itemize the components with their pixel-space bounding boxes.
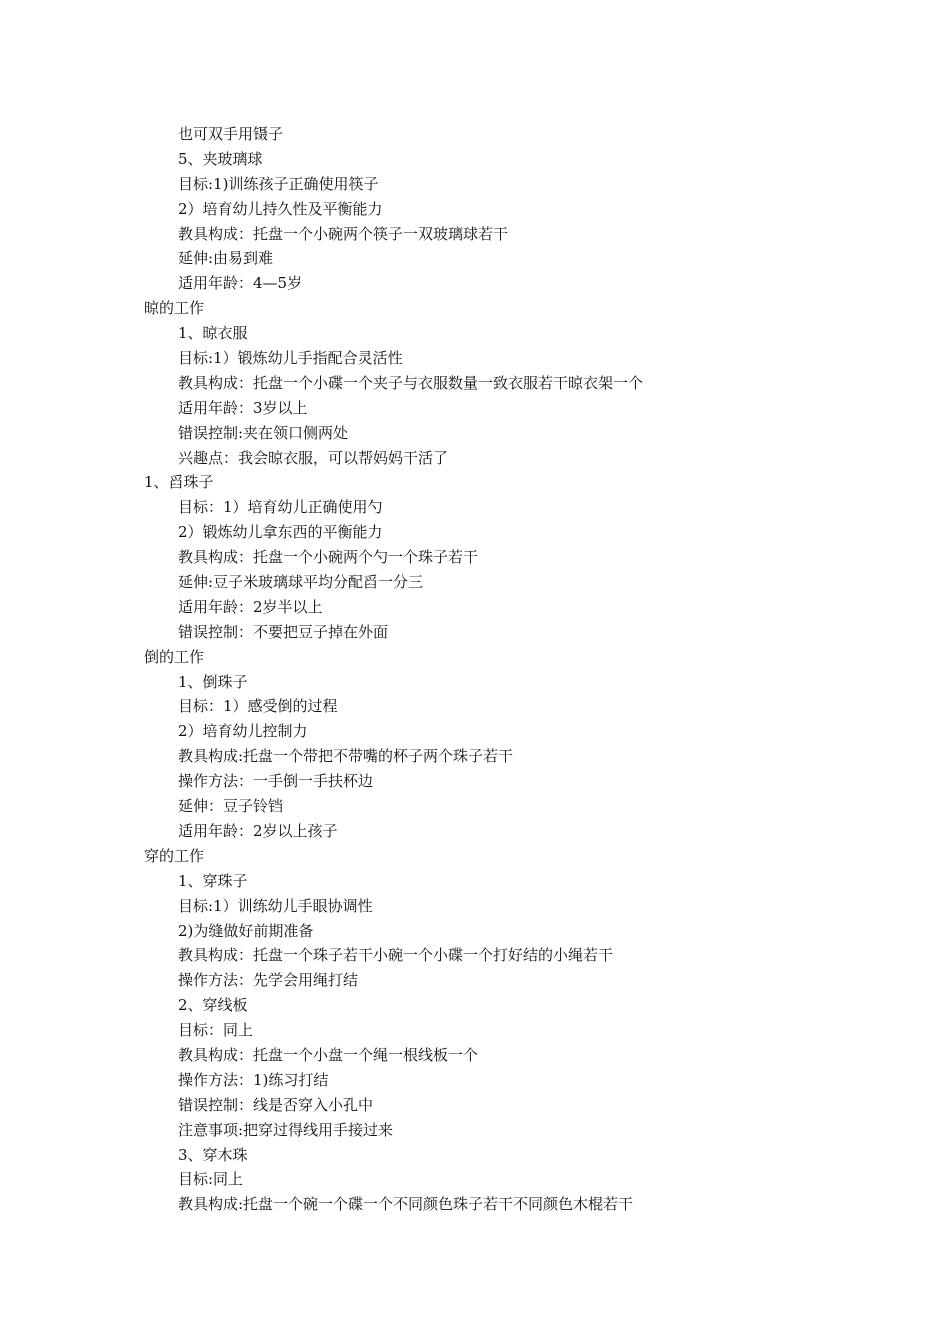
text-line: 错误控制:夹在领口侧两处 [178,423,349,442]
text-line: 适用年龄：2岁以上孩子 [178,821,338,840]
text-line: 延伸:豆子米玻璃球平均分配舀一分三 [178,573,424,592]
text-line: 延伸:由易到难 [178,249,274,268]
text-line: 2）培育幼儿持久性及平衡能力 [178,199,383,218]
text-line: 教具构成：托盘一个小盘一个绳一根线板一个 [178,1045,479,1064]
text-line: 操作方法：先学会用绳打结 [178,971,359,990]
document-body [0,122,950,1217]
text-line: 适用年龄：2岁半以上 [178,597,323,616]
text-line: 2）培育幼儿控制力 [178,722,308,741]
text-line: 教具构成：托盘一个小碟一个夹子与衣服数量一致衣服若干晾衣架一个 [178,373,644,392]
text-line: 目标:1）训练幼儿手眼协调性 [178,896,373,915]
text-line: 目标:同上 [178,1170,244,1189]
text-line: 5、夹玻璃球 [178,149,263,168]
text-line: 延伸：豆子铃铛 [178,797,284,816]
text-line: 教具构成:托盘一个带把不带嘴的杯子两个珠子若干 [178,747,514,766]
text-line: 注意事项:把穿过得线用手接过来 [178,1120,394,1139]
text-line: 1、倒珠子 [178,672,248,691]
text-line: 目标:1)训练孩子正确使用筷子 [178,174,379,193]
text-line: 目标：1）培育幼儿正确使用勺 [178,498,383,517]
section-heading: 穿的工作 [144,846,205,865]
text-line: 也可双手用镊子 [178,125,284,143]
text-line: 教具构成：托盘一个小碗两个勺一个珠子若干 [178,548,479,567]
text-line: 错误控制：不要把豆子掉在外面 [178,622,389,641]
text-line: 错误控制：线是否穿入小孔中 [178,1095,374,1114]
section-heading: 晾的工作 [144,299,205,318]
text-line: 3、穿木珠 [178,1145,248,1164]
text-line: 兴趣点：我会晾衣服，可以帮妈妈干活了 [178,448,449,467]
text-line: 2）锻炼幼儿拿东西的平衡能力 [178,523,383,542]
text-line: 教具构成：托盘一个小碗两个筷子一双玻璃球若干 [178,224,509,243]
text-line: 教具构成:托盘一个碗一个碟一个不同颜色珠子若干不同颜色木棍若干 [178,1195,634,1214]
text-line: 教具构成：托盘一个珠子若干小碗一个小碟一个打好结的小绳若干 [178,946,614,965]
text-line: 目标：同上 [178,1021,254,1040]
text-line: 2、穿线板 [178,996,248,1015]
text-line: 1、晾衣服 [178,324,248,343]
text-line: 2)为缝做好前期准备 [178,921,314,940]
text-line: 目标:1）锻炼幼儿手指配合灵活性 [178,349,403,368]
text-line: 目标：1）感受倒的过程 [178,697,338,716]
text-line: 适用年龄：4—5岁 [178,274,303,293]
text-line: 适用年龄：3岁以上 [178,398,308,417]
text-line: 1、穿珠子 [178,871,248,890]
section-heading: 1、舀珠子 [144,473,214,492]
section-heading: 倒的工作 [144,647,205,666]
text-line: 操作方法：一手倒一手扶杯边 [178,772,374,791]
text-line: 操作方法：1)练习打结 [178,1070,329,1089]
